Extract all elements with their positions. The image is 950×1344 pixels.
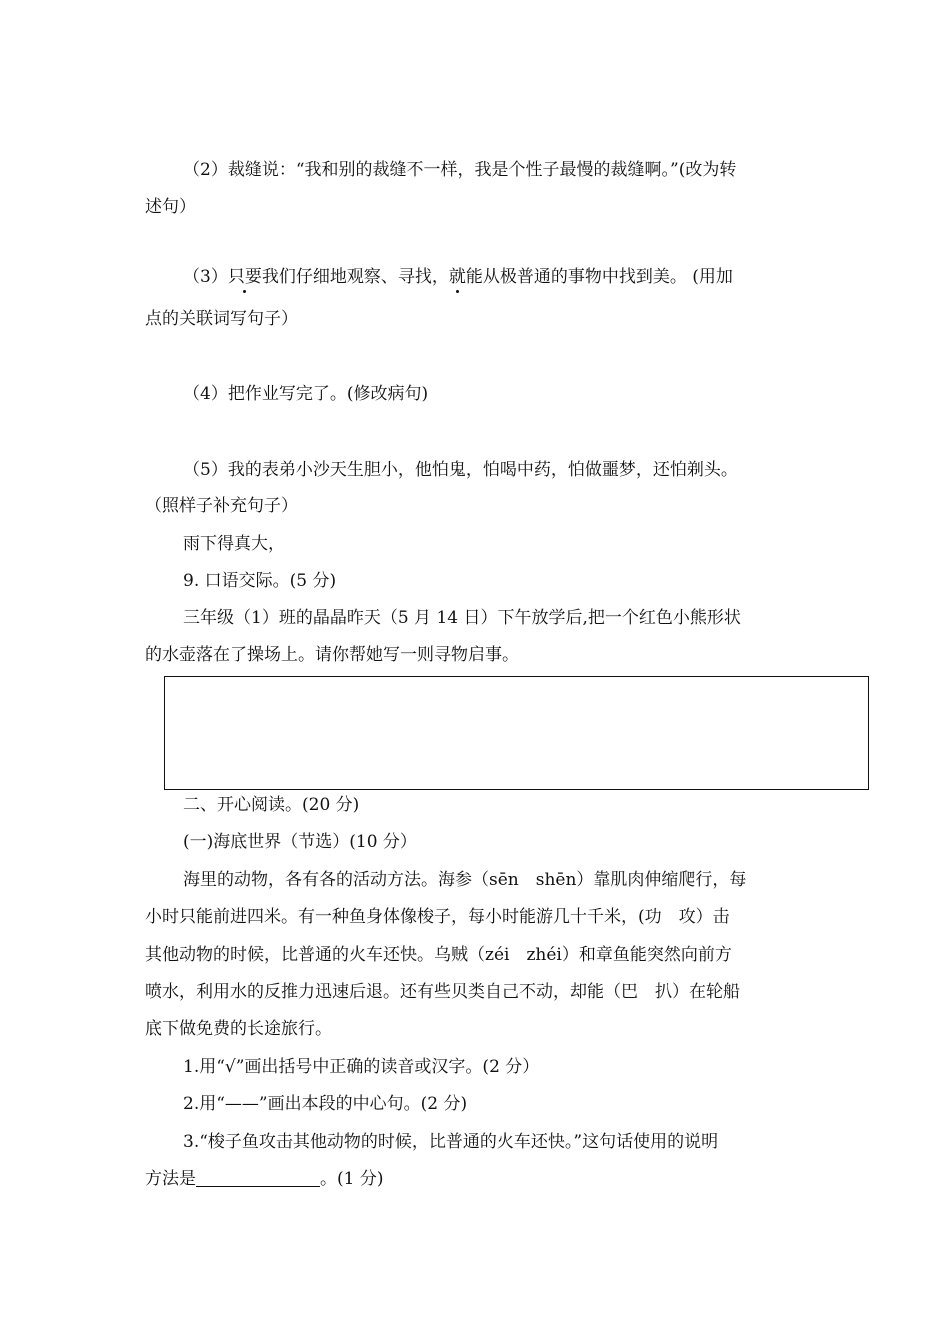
passage-line5: 底下做免费的长途旅行。	[145, 1019, 332, 1039]
passage-line3: 其他动物的时候，比普通的火车还快。乌贼（zéi zhéi）和章鱼能突然向前方	[145, 945, 732, 965]
oral-heading: 9. 口语交际。(5 分)	[183, 571, 337, 591]
q3-part1: （3）	[183, 267, 228, 287]
q3-line1	[183, 265, 810, 289]
answer-blank[interactable]	[196, 1168, 320, 1187]
q4-line: （4）把作业写完了。(修改病句)	[183, 384, 429, 404]
task-3-post: 。(1 分)	[320, 1169, 384, 1189]
passage-line4: 喷水，利用水的反推力迅速后退。还有些贝类自己不动，却能（巴 扒）在轮船	[145, 982, 740, 1002]
passage-line1: 海里的动物，各有各的活动方法。海参（sēn shēn）靠肌肉伸缩爬行，每	[183, 870, 747, 890]
q2-line2: 述句）	[145, 197, 196, 217]
task-3-pre: 方法是	[145, 1169, 196, 1189]
oral-line2: 的水壶落在了操场上。请你帮她写一则寻物启事。	[145, 645, 519, 665]
passage-line2: 小时只能前进四米。有一种鱼身体像梭子，每小时能游几十千米，(功 攻）击	[145, 907, 730, 927]
q3-line2: 点的关联词写句子）	[145, 309, 298, 329]
answer-box[interactable]	[164, 676, 869, 790]
q5-example: 雨下得真大，	[183, 534, 285, 554]
oral-line1: 三年级（1）班的晶晶昨天（5 月 14 日）下午放学后,把一个红色小熊形状	[183, 608, 741, 628]
task-2: 2.用“——”画出本段的中心句。(2 分)	[183, 1094, 468, 1114]
passage-title: (一)海底世界（节选）(10 分）	[183, 832, 417, 852]
task-3-line2	[145, 1167, 810, 1191]
reading-section-heading: 二、开心阅读。(20 分)	[183, 795, 360, 815]
q5-line1: （5）我的表弟小沙天生胆小，他怕鬼，怕喝中药，怕做噩梦，还怕剃头。	[183, 460, 738, 480]
q5-line2: （照样子补充句子）	[145, 496, 298, 516]
q3-part2: 我们仔细地观察、寻找，	[261, 267, 449, 287]
task-3-line1: 3.“梭子鱼攻击其他动物的时候，比普通的火车还快。”这句话使用的说明	[183, 1132, 719, 1152]
q2-line1: （2）裁缝说：“我和别的裁缝不一样，我是个性子最慢的裁缝啊。”(改为转	[183, 160, 737, 180]
q3-dotted-word-1: 只要	[227, 267, 262, 287]
q3-dotted-word-2: 就	[448, 267, 466, 287]
task-1: 1.用“√”画出括号中正确的读音或汉字。(2 分）	[183, 1057, 540, 1077]
q3-part3: 能从极普通的事物中找到美。 (用加	[465, 267, 733, 287]
